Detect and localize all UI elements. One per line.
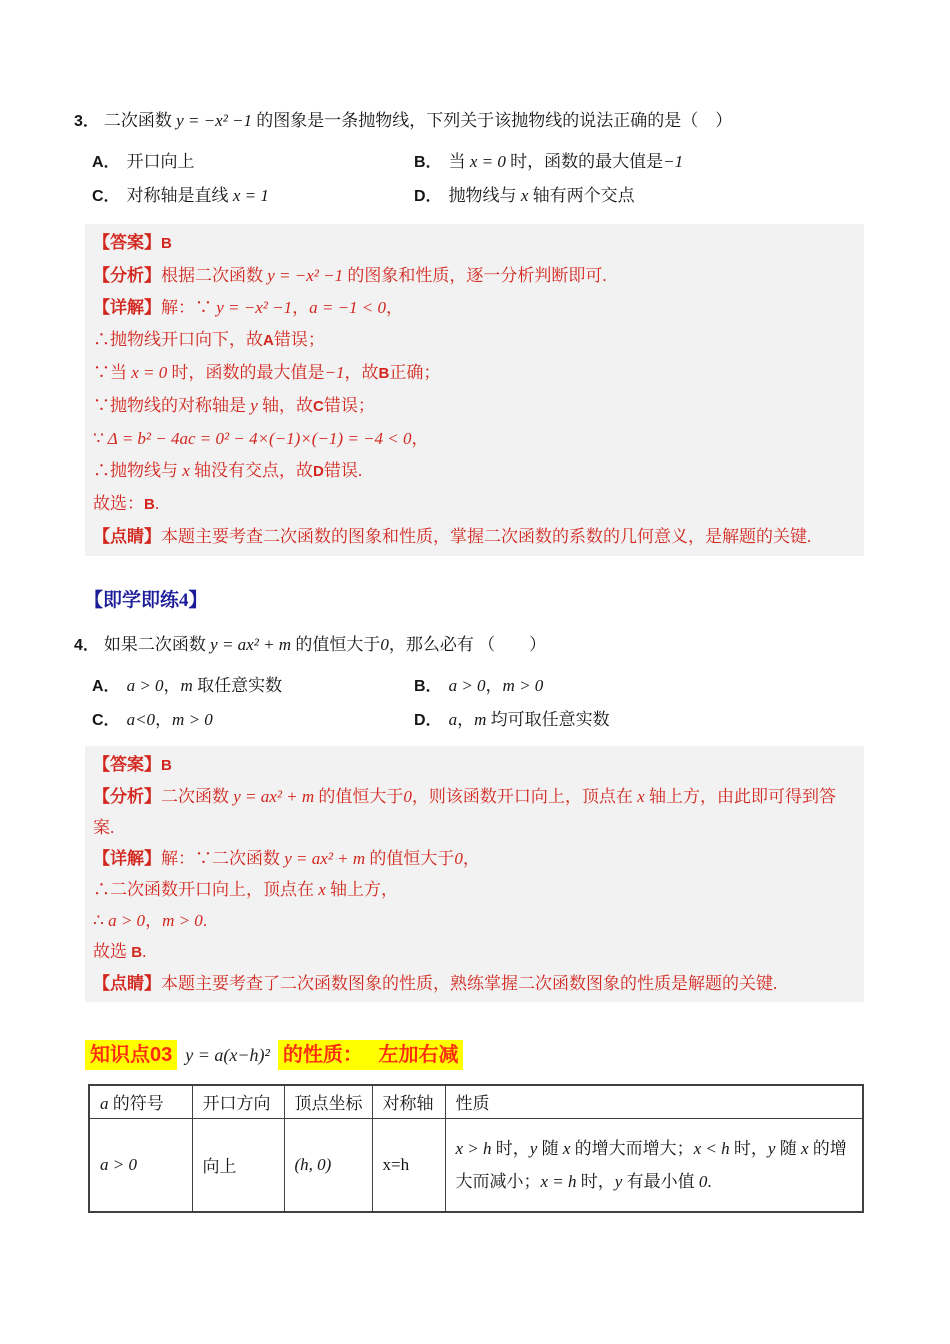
solution-line: ∴抛物线与 x 轴没有交点，故D错误. (93, 461, 363, 480)
option-c-text: a<0，m > 0 (126, 710, 213, 729)
question-4-stem (74, 630, 910, 661)
option-b-text: a > 0，m > 0 (448, 676, 544, 695)
table-header-row (89, 1085, 863, 1118)
question-3-option-d (414, 181, 910, 212)
cell-a-sign: a > 0 (89, 1118, 192, 1212)
option-a-label: A． (92, 678, 120, 695)
option-a-text: 开口向上 (126, 152, 195, 171)
question-4 (0, 630, 950, 736)
option-c-text: 对称轴是直线 x = 1 (126, 186, 269, 205)
remark-line: 【点睛】本题主要考查了二次函数图象的性质，熟练掌握二次函数图象的性质是解题的关键. (93, 974, 778, 993)
knowledge-point-formula: y = a(x−h)² (185, 1044, 270, 1065)
knowledge-point-badge: 知识点03 (85, 1040, 177, 1070)
question-4-number: 4． (74, 637, 99, 654)
option-c-label: C． (92, 188, 120, 205)
solution-line: 【详解】解：∵ y = −x² −1，a = −1 < 0， (93, 298, 404, 317)
solution-line: 【详解】解：∵二次函数 y = ax² + m 的值恒大于0， (93, 849, 480, 868)
option-d-label: D． (414, 712, 442, 729)
cell-opening-direction: 向上 (192, 1118, 284, 1212)
solution-line: ∴抛物线开口向下，故A错误； (93, 330, 325, 349)
answer-block-question-3 (85, 224, 864, 556)
header-axis: 对称轴 (372, 1085, 445, 1118)
question-4-option-a (92, 671, 414, 702)
option-d-text: a，m 均可取任意实数 (448, 710, 610, 729)
solution-line: ∵当 x = 0 时，函数的最大值是−1，故B正确； (93, 363, 441, 382)
question-3-number: 3． (74, 113, 99, 130)
conclusion-line: 故选：B. (93, 494, 160, 513)
option-a-text: a > 0，m 取任意实数 (126, 676, 283, 695)
question-3-option-c (92, 181, 414, 212)
option-c-label: C． (92, 712, 120, 729)
answer-line: 【答案】B (93, 233, 172, 252)
answer-line: 【答案】B (93, 755, 172, 774)
question-3-stem (74, 106, 910, 137)
cell-vertex: (h, 0) (284, 1118, 372, 1212)
analysis-line: 【分析】二次函数 y = ax² + m 的值恒大于0，则该函数开口向上，顶点在 x 轴上方，由此即可得到答案. (93, 787, 836, 837)
question-3-text: 二次函数 y = −x² −1 的图象是一条抛物线，下列关于该抛物线的说法正确的是（ ） (103, 111, 733, 130)
question-3-options (92, 147, 910, 212)
option-b-text: 当 x = 0 时，函数的最大值是−1 (448, 152, 684, 171)
option-a-label: A． (92, 154, 120, 171)
analysis-line: 【分析】根据二次函数 y = −x² −1 的图象和性质，逐一分析判断即可. (93, 266, 607, 285)
properties-table (88, 1084, 864, 1213)
question-4-option-d (414, 705, 910, 736)
option-b-label: B． (414, 154, 442, 171)
option-d-label: D． (414, 188, 442, 205)
header-properties: 性质 (445, 1085, 863, 1118)
option-d-text: 抛物线与 x 轴有两个交点 (448, 186, 635, 205)
cell-axis: x=h (372, 1118, 445, 1212)
table-row (89, 1118, 863, 1212)
question-3 (0, 106, 950, 212)
solution-line: ∴二次函数开口向上，顶点在 x 轴上方， (93, 880, 399, 899)
practice-4-title: 【即学即练4】 (84, 590, 208, 611)
knowledge-point-title: 的性质： 左加右减 (278, 1040, 464, 1070)
answer-block-question-4 (85, 746, 864, 1002)
cell-properties: x > h 时，y 随 x 的增大而增大；x < h 时，y 随 x 的增大而减小；x = h 时，y 有最小值 0. (445, 1118, 863, 1212)
question-3-option-b (414, 147, 910, 178)
question-3-option-a (92, 147, 414, 178)
header-a-sign: a 的符号 (89, 1085, 192, 1118)
solution-line: ∵抛物线的对称轴是 y 轴，故C错误； (93, 396, 375, 415)
knowledge-point-header (85, 1040, 950, 1070)
remark-line: 【点睛】本题主要考查二次函数的图象和性质，掌握二次函数的系数的几何意义，是解题的关键. (93, 527, 812, 546)
option-b-label: B． (414, 678, 442, 695)
question-4-option-b (414, 671, 910, 702)
header-vertex: 顶点坐标 (284, 1085, 372, 1118)
question-4-options (92, 671, 910, 736)
solution-line: ∴ a > 0，m > 0. (93, 911, 208, 930)
question-4-text: 如果二次函数 y = ax² + m 的值恒大于0，那么必有 （ ） (103, 635, 547, 654)
question-4-option-c (92, 705, 414, 736)
header-opening-direction: 开口方向 (192, 1085, 284, 1118)
solution-line: ∵ Δ = b² − 4ac = 0² − 4×(−1)×(−1) = −4 < 0， (93, 429, 429, 448)
conclusion-line: 故选 B. (93, 942, 147, 961)
